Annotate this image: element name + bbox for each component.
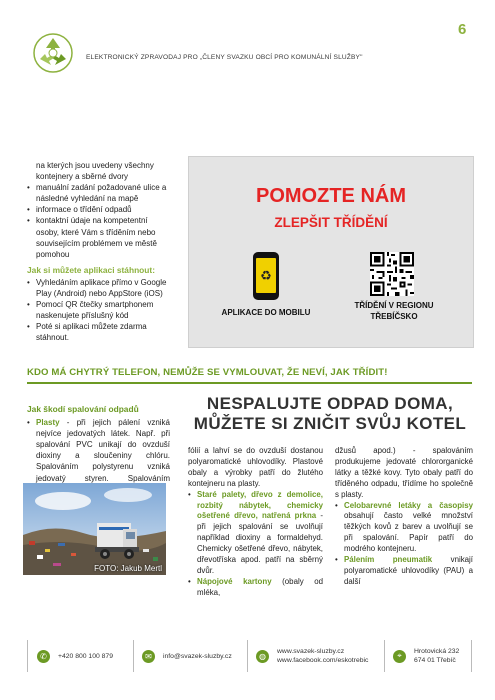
smartphone-icon [253,252,279,300]
slogan-banner: KDO MÁ CHYTRÝ TELEFON, NEMŮŽE SE VYMLOUVAT, ŽE NEVÍ, JAK TŘÍDIT! [27,367,388,378]
web-links [277,647,368,665]
divider [384,640,385,672]
facebook-link[interactable]: www.facebook.com/eskotrebic [277,657,369,664]
poster-caption-region [339,300,449,322]
list-item: • kontaktní údaje na kompetentní osoby, které Vám s tříděním nebo souvisejícím problémem ve městě pomohou [27,215,170,259]
item-label: Pálením pneumatik [344,555,433,565]
download-heading: Jak si můžete aplikaci stáhnout: [27,264,155,275]
list-item: • informace o třídění odpadů [27,204,170,215]
item-label: Celobarevné letáky a časopisy [344,500,473,510]
list-item: • Pomocí QR čtečky smartphonem naskenujete příslušný kód [27,299,170,321]
list-item [335,555,473,588]
burning-harm-column [27,404,170,495]
landfill-illustration [23,483,166,575]
footer-email [142,640,232,672]
address [414,647,459,665]
mail-icon: ✉ [142,650,155,663]
item-text: vnikají polyaromatické uhlovodíky (PAU) a další [344,555,473,586]
article-column-left [188,446,323,599]
poster-caption-app: APLIKACE DO MOBILU [221,308,311,317]
item-text: (obaly od mléka, [197,576,323,597]
item-text: obsahují často velké množství těžkých kovů z barev a uvolňují se při spalování. Papír patří do modrého kontejneru. [344,511,473,554]
landfill-photo [23,483,166,575]
item-text: - při jejich spalování se uvolňují například dioxiny a formaldehyd. Chemicky ošetřené dřevo, nábytek, dřevotříska apod. patří na sběrný dvůr. [197,511,323,575]
list-item [188,490,323,577]
poster-caption-line: TŘEBÍČSKO [370,312,418,321]
address-line: 674 01 Třebíč [414,657,456,664]
app-promo-poster [188,156,474,348]
phone-number[interactable]: +420 800 100 879 [58,652,113,660]
divider [247,640,248,672]
qr-code [370,252,414,296]
phone-icon: ✆ [37,650,50,663]
poster-title: POMOZTE NÁM [256,185,406,207]
section-heading: Jak škodí spalování odpadů [27,404,139,414]
article-title [188,394,472,434]
recycle-icon: ♻ [256,258,276,293]
footer-phone [37,640,113,672]
list-item [188,577,323,599]
item-label: Nápojové kartony [197,576,272,586]
address-line: Hrotovická 232 [414,648,460,655]
poster-subtitle: ZLEPŠIT TŘÍDĚNÍ [274,215,388,230]
list-item: na kterých jsou uvedeny všechny kontejnery a sběrné dvory [36,161,154,182]
list-item [335,501,473,556]
divider [27,382,472,384]
poster-caption-line: TŘÍDĚNÍ V REGIONU [354,301,434,310]
divider [471,640,472,672]
footer-web [256,640,368,672]
newsletter-header-title: ELEKTRONICKÝ ZPRAVODAJ PRO „ČLENY SVAZKU OBCÍ PRO KOMUNÁLNÍ SLUŽBY" [86,54,363,61]
list-item: • Poté si aplikaci můžete zdarma stáhnout. [27,321,170,343]
footer-address [393,640,459,672]
photo-credit: FOTO: Jakub Mertl [94,564,162,573]
location-pin-icon: ⌖ [393,650,406,663]
website-link[interactable]: www.svazek-sluzby.cz [277,648,345,655]
list-item: • Vyhledáním aplikace přímo v Google Play (Android) nebo AppStore (iOS) [27,277,170,299]
app-features-column [27,160,170,344]
email-link[interactable]: info@svazek-sluzby.cz [163,652,232,660]
recycle-leaf-icon [33,33,73,73]
paragraph: džusů apod.) - spalováním produkujeme jedovaté chlororganické látky a těžké kovy. Tyto obaly patří do tříděného odpadu, třídíme ho společně s plasty. [335,446,473,499]
item-label: Staré palety, dřevo z demolice, rozbitý nábytek, chemicky ošetřené dřevo, natřená prkna [197,489,323,521]
globe-icon: ◍ [256,650,269,663]
article-title-line: NESPALUJTE ODPAD DOMA, [206,394,454,413]
list-item: • manuální zadání požadované ulice a následné vyhledání na mapě [27,182,170,204]
item-text: - při jejich pálení vzniká nejvíce jedovatých látek. Např. při spalování PVC unikají do ovzduší dioxiny a sloučeniny chlóru. Spalováním polystyrenu vzniká jedovatý styren. Spalováním [36,418,170,483]
paragraph: fólií a lahví se do ovzduší dostanou polyaromatické uhlovodíky. Plastové obaly a výrobky patří do žlutého kontejneru na plasty. [188,446,323,488]
contact-footer [27,640,472,672]
article-column-right [335,446,473,588]
divider [133,640,134,672]
article-title-line: MŮŽETE SI ZNIČIT SVŮJ KOTEL [193,414,467,433]
item-label: Plasty [36,418,60,428]
divider [27,640,28,672]
page-number: 6 [458,21,467,38]
